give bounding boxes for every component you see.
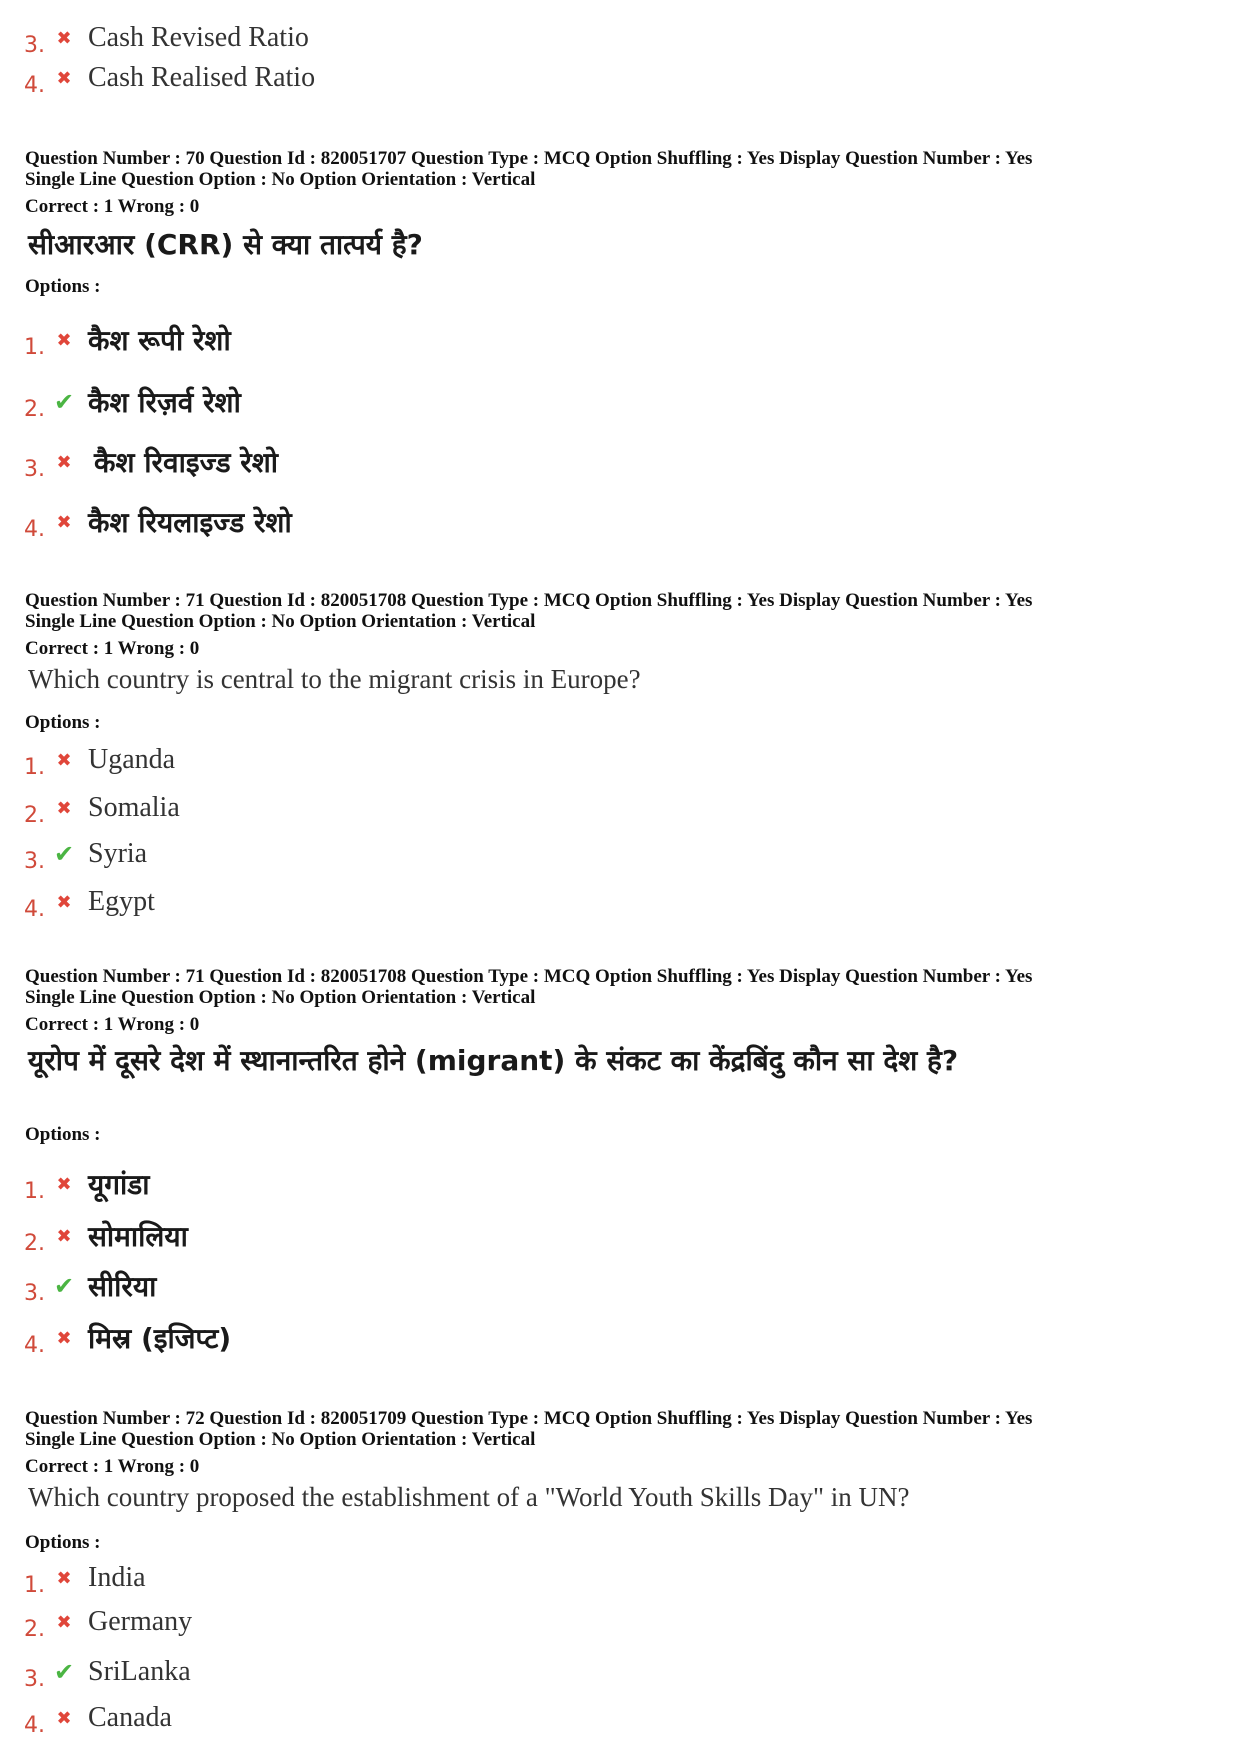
option-number: 4. bbox=[24, 1712, 45, 1738]
question-meta-line: Single Line Question Option : No Option Orientation : Vertical bbox=[25, 169, 536, 190]
question-meta-line: Single Line Question Option : No Option Orientation : Vertical bbox=[25, 611, 536, 632]
cross-icon: ✖ bbox=[56, 1707, 72, 1729]
options-label: Options : bbox=[25, 276, 101, 297]
question-meta-line: Question Number : 70 Question Id : 820051707 Question Type : MCQ Option Shuffling : Yes Display Question Number : Yes bbox=[25, 148, 1033, 169]
option-text: Cash Revised Ratio bbox=[88, 22, 309, 53]
option-number: 4. bbox=[24, 516, 45, 542]
question-text: सीआरआर (CRR) से क्या तात्पर्य है? bbox=[28, 228, 423, 261]
options-label: Options : bbox=[25, 712, 101, 733]
option-item bbox=[24, 784, 180, 832]
option-number: 4. bbox=[24, 72, 45, 98]
option-item bbox=[24, 1160, 150, 1208]
option-number: 1. bbox=[24, 334, 45, 360]
option-item bbox=[24, 378, 241, 426]
question-meta bbox=[25, 590, 1032, 632]
option-text: SriLanka bbox=[88, 1656, 191, 1687]
option-item bbox=[24, 1212, 188, 1260]
check-icon: ✔ bbox=[53, 840, 75, 868]
option-number: 1. bbox=[24, 1178, 45, 1204]
cross-icon: ✖ bbox=[56, 329, 72, 351]
option-item bbox=[24, 736, 175, 784]
cross-icon: ✖ bbox=[56, 27, 72, 49]
option-item bbox=[24, 1554, 146, 1602]
question-meta-line: Single Line Question Option : No Option Orientation : Vertical bbox=[25, 1429, 536, 1450]
option-text: Syria bbox=[88, 838, 148, 869]
option-text: कैश रिज़र्व रेशो bbox=[88, 386, 241, 419]
question-meta bbox=[25, 1408, 1032, 1450]
option-text: कैश रिवाइज्ड रेशो bbox=[94, 446, 279, 479]
question-meta-line: Question Number : 71 Question Id : 820051708 Question Type : MCQ Option Shuffling : Yes Display Question Number : Yes bbox=[25, 966, 1033, 987]
option-item bbox=[24, 1262, 156, 1310]
options-label: Options : bbox=[25, 1124, 101, 1145]
cross-icon: ✖ bbox=[56, 451, 72, 473]
cross-icon: ✖ bbox=[56, 1327, 72, 1349]
question-text: यूरोप में दूसरे देश में स्थानान्तरित होने (migrant) के संकट का केंद्रबिंदु कौन सा देश है? bbox=[28, 1044, 959, 1077]
option-item bbox=[24, 316, 231, 364]
option-number: 3. bbox=[24, 456, 45, 482]
option-number: 1. bbox=[24, 754, 45, 780]
option-number: 2. bbox=[24, 396, 45, 422]
option-text: कैश रूपी रेशो bbox=[88, 324, 231, 357]
option-text: Cash Realised Ratio bbox=[88, 62, 316, 93]
option-text: Canada bbox=[88, 1702, 172, 1733]
option-number: 2. bbox=[24, 802, 45, 828]
cross-icon: ✖ bbox=[56, 891, 72, 913]
question-score: Correct : 1 Wrong : 0 bbox=[25, 1456, 200, 1477]
option-text: Germany bbox=[88, 1606, 193, 1637]
option-text: India bbox=[88, 1562, 146, 1593]
question-meta bbox=[25, 148, 1032, 190]
question-text: Which country is central to the migrant crisis in Europe? bbox=[28, 664, 641, 694]
option-item bbox=[24, 830, 147, 878]
cross-icon: ✖ bbox=[56, 1173, 72, 1195]
option-text: Egypt bbox=[88, 886, 155, 917]
cross-icon: ✖ bbox=[56, 1567, 72, 1589]
cross-icon: ✖ bbox=[56, 1611, 72, 1633]
question-text: Which country proposed the establishment of a "World Youth Skills Day" in UN? bbox=[28, 1482, 910, 1512]
option-item bbox=[24, 1598, 192, 1646]
option-text: मिस्र (इजिप्ट) bbox=[88, 1322, 232, 1355]
cross-icon: ✖ bbox=[56, 797, 72, 819]
option-number: 3. bbox=[24, 1666, 45, 1692]
question-meta bbox=[25, 966, 1032, 1008]
question-meta-line: Question Number : 71 Question Id : 820051708 Question Type : MCQ Option Shuffling : Yes Display Question Number : Yes bbox=[25, 590, 1033, 611]
option-number: 4. bbox=[24, 1332, 45, 1358]
option-number: 2. bbox=[24, 1616, 45, 1642]
option-item bbox=[24, 878, 155, 926]
check-icon: ✔ bbox=[53, 1272, 75, 1300]
question-score: Correct : 1 Wrong : 0 bbox=[25, 638, 200, 659]
option-number: 1. bbox=[24, 1572, 45, 1598]
option-text: Uganda bbox=[88, 744, 176, 775]
options-label: Options : bbox=[25, 1532, 101, 1553]
question-meta-line: Question Number : 72 Question Id : 820051709 Question Type : MCQ Option Shuffling : Yes Display Question Number : Yes bbox=[25, 1408, 1033, 1429]
option-text: यूगांडा bbox=[88, 1168, 150, 1201]
cross-icon: ✖ bbox=[56, 511, 72, 533]
option-number: 4. bbox=[24, 896, 45, 922]
cross-icon: ✖ bbox=[56, 67, 72, 89]
option-item bbox=[24, 1648, 191, 1696]
option-number: 3. bbox=[24, 32, 45, 58]
option-text: Somalia bbox=[88, 792, 180, 823]
option-item bbox=[24, 1694, 172, 1742]
option-item bbox=[24, 438, 278, 486]
option-item bbox=[24, 1314, 231, 1362]
question-score: Correct : 1 Wrong : 0 bbox=[25, 1014, 200, 1035]
cross-icon: ✖ bbox=[56, 749, 72, 771]
option-number: 3. bbox=[24, 848, 45, 874]
check-icon: ✔ bbox=[53, 388, 75, 416]
question-meta-line: Single Line Question Option : No Option Orientation : Vertical bbox=[25, 987, 536, 1008]
option-text: सोमालिया bbox=[88, 1220, 188, 1253]
option-text: कैश रियलाइज्ड रेशो bbox=[88, 506, 292, 539]
option-number: 3. bbox=[24, 1280, 45, 1306]
question-score: Correct : 1 Wrong : 0 bbox=[25, 196, 200, 217]
option-text: सीरिया bbox=[88, 1270, 157, 1303]
check-icon: ✔ bbox=[53, 1658, 75, 1686]
option-item bbox=[24, 54, 315, 102]
cross-icon: ✖ bbox=[56, 1225, 72, 1247]
option-number: 2. bbox=[24, 1230, 45, 1256]
option-item bbox=[24, 498, 292, 546]
